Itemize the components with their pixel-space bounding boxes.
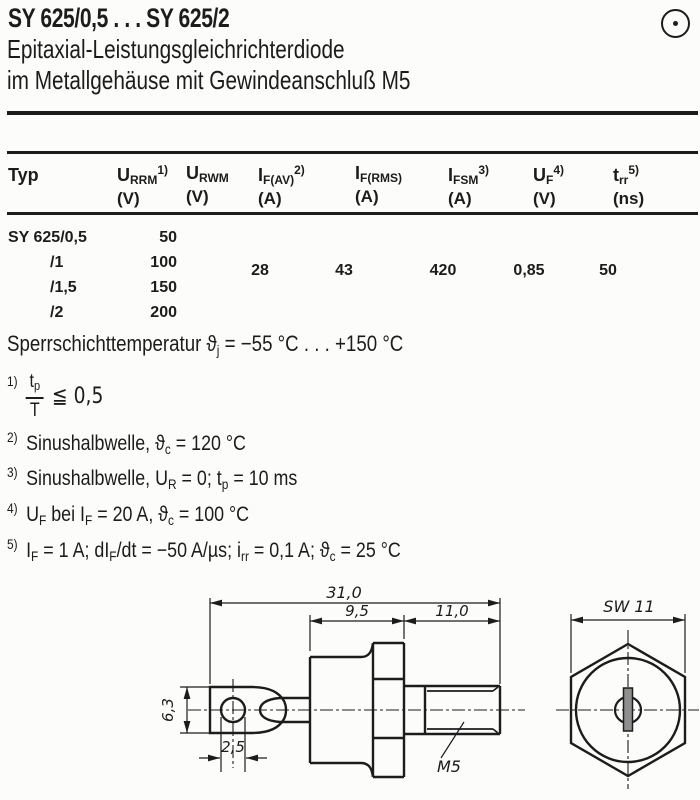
col-header-ifav-symbol: $I_{F(AV)}^{2)}$: [258, 163, 305, 187]
page-title: SY 625/0,5 . . . SY 625/2: [8, 3, 230, 33]
dim-tab-width-label: 6,3: [159, 698, 177, 722]
lug-edge-on: [624, 688, 633, 731]
subtitle-line-1: Epitaxial-Leistungsgleichrichterdiode: [7, 34, 345, 64]
footnote-2: [7, 429, 246, 457]
package-dimension-drawing: [140, 580, 700, 800]
dim-total-length-label: 31,0: [326, 583, 362, 602]
col-header-urrm-unit: (V): [117, 189, 140, 208]
footnote-4: [7, 500, 249, 528]
col-header-ifsm-unit: (A): [448, 189, 472, 208]
type-label-sy625-2: /2: [50, 304, 64, 321]
col-header-uf-symbol: $U_F^{4)}$: [533, 163, 565, 187]
page-subtitle: [7, 34, 410, 96]
col-header-ifrms-symbol: $I_{F(RMS)}$: [355, 163, 403, 185]
col-header-uf: [533, 163, 564, 209]
m5-leader-line: [441, 722, 464, 758]
fraction-denominator: T: [29, 400, 40, 421]
ifsm-shared-value: 420: [429, 262, 457, 279]
urrm-value-row4: 200: [150, 304, 177, 321]
type-label-sy625-05: SY 625/0,5: [8, 229, 87, 246]
footnote-5-text: $I_F = 1$ A; $dI_F/dt = -50$ A/µs; $i_{rr} = 0,1$ A; $ϑ_c = 25$ °C: [26, 539, 401, 564]
footnote-1-fraction: [26, 371, 43, 421]
col-header-trr-symbol: $t_{rr}^{5)}$: [613, 163, 640, 187]
footnote-2-text: Sinushalbwelle, $ϑ_c = 120$ °C: [26, 432, 246, 457]
dim-hole-diameter-label: 2,5: [221, 738, 245, 756]
urrm-value-row2: 100: [150, 254, 177, 271]
footnote-3-text: Sinushalbwelle, $U_R = 0$; $t_p = 10$ ms: [26, 467, 298, 492]
urrm-value-row1: 50: [159, 229, 177, 246]
dim-wrench-size-label: SW 11: [603, 597, 655, 616]
footnote-5: [7, 536, 401, 564]
table-header-rule: [7, 212, 698, 215]
circle-dot-icon-center: [673, 21, 678, 26]
footnote-1: [7, 371, 103, 421]
col-header-uf-unit: (V): [533, 189, 556, 208]
col-header-urwm-symbol: $U_{RWM}$: [186, 163, 229, 185]
title-rule: [7, 111, 698, 115]
footnote-1-condition: ≦ 0,5: [52, 383, 104, 409]
col-header-trr: [613, 163, 644, 209]
col-header-typ: Typ: [8, 165, 39, 185]
footnote-5-marker: 5): [7, 536, 18, 552]
ifrms-shared-value: 43: [335, 262, 353, 279]
body-cylinder: [310, 643, 373, 777]
table-top-rule: [7, 151, 698, 154]
trr-shared-value: 50: [599, 262, 617, 279]
col-header-trr-unit: (ns): [613, 189, 645, 208]
col-header-ifsm-symbol: $I_{FSM}^{3)}$: [448, 163, 490, 187]
circle-dot-icon: [661, 9, 690, 38]
hex-end-view: [556, 597, 699, 789]
dim-body-length-label: 9,5: [345, 602, 369, 620]
footnote-4-marker: 4): [7, 500, 18, 516]
junction-temperature-line: Sperrschichttemperatur $ϑ_j = -55$ °C . . . +150 °C: [7, 331, 404, 358]
col-header-urrm-symbol: $U_{RRM}^{1)}$: [117, 163, 168, 187]
type-label-sy625-15: /1,5: [50, 279, 77, 296]
fraction-numerator: $t_p$: [26, 371, 43, 399]
col-header-urrm: [117, 163, 168, 209]
footnote-3: [7, 464, 297, 492]
dim-thread-length-label: 11,0: [435, 602, 469, 620]
col-header-urwm-unit: (V): [186, 187, 209, 206]
footnote-4-text: $U_F$ bei $I_F = 20$ A, $ϑ_c = 100$ °C: [26, 503, 250, 528]
col-header-ifrms: [355, 163, 402, 207]
uf-shared-value: 0,85: [513, 262, 545, 279]
footnote-1-marker: 1): [7, 373, 18, 389]
ifav-shared-value: 28: [251, 262, 269, 279]
diode-side-view: [159, 583, 525, 777]
col-header-urwm: [186, 163, 229, 207]
col-header-ifrms-unit: (A): [355, 187, 379, 206]
col-header-ifav-unit: (A): [258, 189, 282, 208]
col-header-ifav: [258, 163, 305, 209]
subtitle-line-2: im Metallgehäuse mit Gewindeanschluß M5: [7, 65, 411, 95]
footnote-3-marker: 3): [7, 464, 18, 480]
urrm-value-row3: 150: [150, 279, 177, 296]
col-header-ifsm: [448, 163, 489, 209]
thread-size-label: M5: [437, 757, 461, 776]
type-label-sy625-1: /1: [50, 254, 64, 271]
footnote-2-marker: 2): [7, 429, 18, 445]
